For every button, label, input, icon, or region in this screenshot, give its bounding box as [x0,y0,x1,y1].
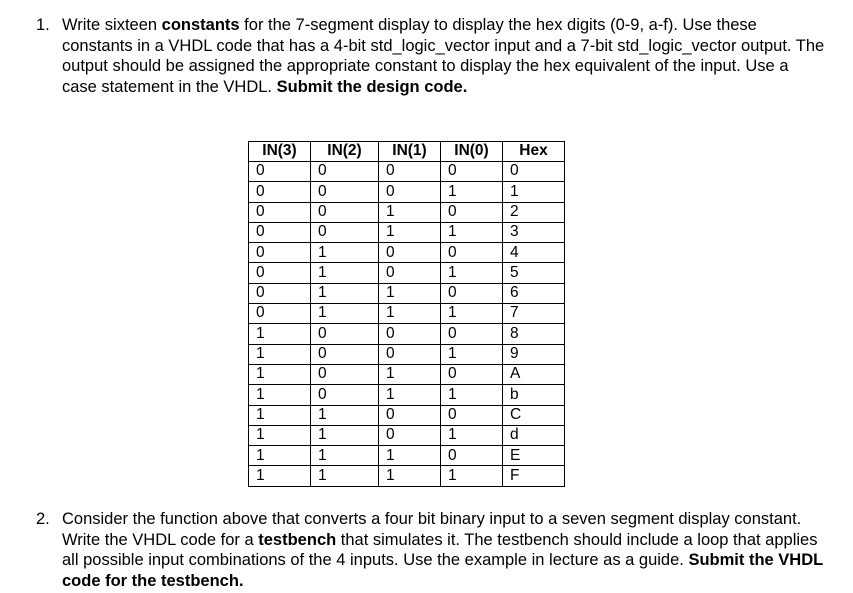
table-cell: b [503,385,565,405]
question-1-text [62,15,826,97]
question-1-bold-submit: Submit the design code. [276,77,468,96]
question-2-part: Consider the function above that converts a four bit binary input to a seven segment display constant. Write the VHDL code for a [62,510,802,549]
table-cell: 8 [503,324,565,344]
table-row [249,263,565,283]
table-cell: 1 [249,344,311,364]
table-cell: 0 [379,425,441,445]
table-cell: 1 [249,466,311,486]
table-cell: 1 [311,304,379,324]
table-cell: 0 [379,324,441,344]
table-cell: 0 [441,364,503,384]
table-cell: 1 [441,263,503,283]
table-row [249,182,565,202]
table-row [249,364,565,384]
question-1 [36,15,826,97]
table-cell: 0 [379,344,441,364]
table-cell: 0 [249,222,311,242]
table-cell: 0 [441,283,503,303]
truth-table-header-row [249,142,565,162]
header-in3: IN(3) [249,142,311,162]
table-cell: 1 [311,243,379,263]
table-cell: 2 [503,202,565,222]
table-cell: 0 [379,243,441,263]
table-cell: 1 [441,344,503,364]
table-row [249,405,565,425]
table-cell: 1 [441,466,503,486]
table-cell: 0 [311,344,379,364]
table-cell: 1 [441,182,503,202]
table-cell: 0 [311,182,379,202]
table-cell: 5 [503,263,565,283]
table-cell: 1 [311,405,379,425]
table-cell: 1 [311,425,379,445]
truth-table [248,141,565,487]
table-cell: 0 [441,324,503,344]
header-in0: IN(0) [441,142,503,162]
table-cell: 1 [379,385,441,405]
table-cell: 1 [311,283,379,303]
table-cell: 9 [503,344,565,364]
table-cell: 1 [379,222,441,242]
table-row [249,385,565,405]
question-2-bold-testbench: testbench [258,530,337,549]
question-1-number: 1. [36,16,50,34]
table-cell: A [503,364,565,384]
table-cell: E [503,446,565,466]
table-cell: 1 [379,202,441,222]
table-cell: 0 [249,304,311,324]
table-cell: 0 [441,243,503,263]
table-cell: 1 [441,304,503,324]
table-cell: 0 [249,243,311,263]
table-cell: 0 [441,446,503,466]
table-cell: 0 [311,222,379,242]
table-cell: 1 [441,425,503,445]
table-row [249,202,565,222]
table-cell: 0 [379,182,441,202]
table-cell: 4 [503,243,565,263]
question-1-part: for the 7-segment display to display the hex digits (0-9, a-f). Use these constants in a VHDL code that has a 4-bit std_logic_vector input and a 7-bit std_logic_vector output. The output should be assigned the appropriate constant to display the hex equivalent of the input. Use a case statement in the VHDL. [62,16,825,96]
table-cell: 7 [503,304,565,324]
table-cell: 0 [311,324,379,344]
table-cell: 0 [441,405,503,425]
table-cell: 0 [379,405,441,425]
table-cell: 1 [441,385,503,405]
table-row [249,466,565,486]
table-row [249,304,565,324]
table-cell: 1 [311,466,379,486]
table-cell: 0 [503,162,565,182]
table-cell: 1 [249,446,311,466]
table-cell: 0 [249,162,311,182]
table-cell: 1 [249,324,311,344]
table-cell: 0 [249,263,311,283]
question-2-text [62,509,826,591]
question-1-bold-constants: constants [161,16,240,34]
table-cell: 1 [379,446,441,466]
table-cell: 6 [503,283,565,303]
question-2-part: that simulates it. The testbench should include a loop that applies all possible input combinations of the 4 inputs. Use the example in lecture as a guide. [62,530,818,569]
table-cell: 0 [311,202,379,222]
table-cell: 1 [379,466,441,486]
table-cell: 1 [441,222,503,242]
table-cell: 1 [249,364,311,384]
table-cell: 0 [311,162,379,182]
table-row [249,222,565,242]
table-cell: 0 [311,364,379,384]
table-row [249,243,565,263]
table-cell: 1 [503,182,565,202]
header-in2: IN(2) [311,142,379,162]
table-cell: F [503,466,565,486]
table-cell: 3 [503,222,565,242]
table-row [249,446,565,466]
table-cell: 0 [249,182,311,202]
table-cell: 1 [379,283,441,303]
table-cell: 1 [249,425,311,445]
header-hex: Hex [503,142,565,162]
question-2 [36,509,826,591]
table-cell: d [503,425,565,445]
table-cell: 1 [311,263,379,283]
table-row [249,324,565,344]
table-cell: C [503,405,565,425]
table-cell: 0 [249,283,311,303]
table-cell: 1 [249,385,311,405]
table-cell: 0 [441,162,503,182]
table-row [249,425,565,445]
question-2-number: 2. [36,510,50,528]
question-1-part: Write sixteen [62,16,162,34]
table-cell: 0 [249,202,311,222]
table-cell: 0 [311,385,379,405]
table-row [249,162,565,182]
table-cell: 0 [441,202,503,222]
table-cell: 1 [379,304,441,324]
table-cell: 0 [379,263,441,283]
question-2-bold-submit: Submit the VHDL code for the testbench. [62,551,823,590]
table-row [249,344,565,364]
table-cell: 1 [249,405,311,425]
table-cell: 1 [379,364,441,384]
header-in1: IN(1) [379,142,441,162]
table-row [249,283,565,303]
table-cell: 0 [379,162,441,182]
table-cell: 1 [311,446,379,466]
